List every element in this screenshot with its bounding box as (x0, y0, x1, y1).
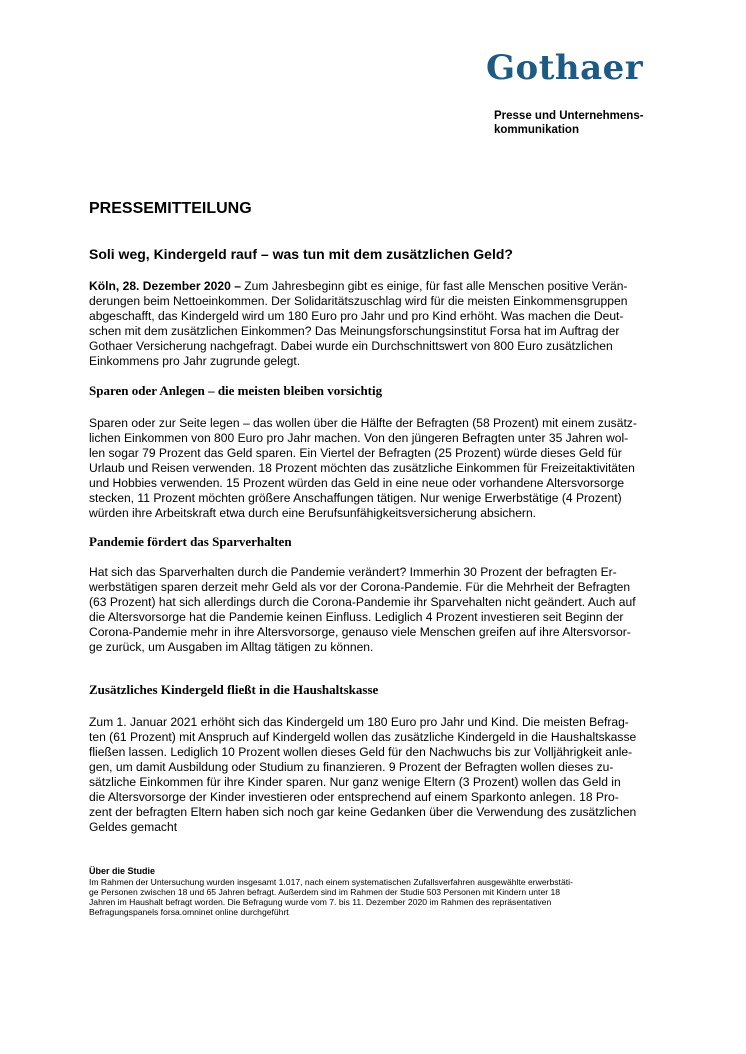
paragraph-line: werbstätigen sparen derzeit mehr Geld als vor der Corona-Pandemie. Für die Mehrheit der Befragten (89, 580, 631, 594)
dateline: Köln, 28. Dezember 2020 – (89, 279, 241, 293)
section-paragraph (89, 715, 659, 835)
paragraph-text: Zum Jahresbeginn gibt es einige, für fast alle Menschen positive Verän- (240, 279, 628, 293)
paragraph-line: Geldes gemacht (89, 820, 178, 834)
paragraph-line: schen mit dem zusätzlichen Einkommen? Das Meinungsforschungsinstitut Forsa hat im Auftrag der (89, 324, 620, 338)
intro-paragraph (89, 279, 659, 369)
paragraph-line: (63 Prozent) hat sich allerdings durch die Corona-Pandemie ihr Sparvehalten nicht geändert. Auch auf (89, 595, 636, 609)
department-line: kommunikation (494, 124, 579, 136)
press-headline: Soli weg, Kindergeld rauf – was tun mit dem zusätzlichen Geld? (89, 246, 513, 262)
paragraph-line: ge zurück, um Ausgaben im Alltag tätigen zu können. (89, 640, 374, 654)
paragraph-line: gen, um damit Ausbildung oder Studium zu finanzieren. 9 Prozent der Befragten wollen dieses zu- (89, 760, 614, 774)
section-heading: Sparen oder Anlegen – die meisten bleiben vorsichtig (89, 383, 383, 398)
study-note (89, 877, 669, 917)
paragraph-line: Corona-Pandemie mehr in ihre Altersvorsorge, genauso viele Menschen greifen auf ihre Altersvorsor- (89, 625, 631, 639)
study-line: ge Personen zwischen 18 und 65 Jahren befragt. Außerdem sind im Rahmen der Studie 503 Personen mit Kindern unter 18 (89, 887, 561, 897)
paragraph-line: und Hobbies verwenden. 15 Prozent würden das Geld in eine neue oder vorhandene Altersvorsorge (89, 476, 625, 490)
paragraph-line: derungen beim Nettoeinkommen. Der Solidaritätszuschlag wird für die meisten Einkommensgruppen (89, 294, 628, 308)
section-paragraph (89, 565, 659, 655)
paragraph-line: würden ihre Arbeitskraft etwa durch eine Berufsunfähigkeitsversicherung absichern. (89, 506, 537, 520)
paragraph-line: die Altersvorsorge der Kinder investieren oder entsprechend auf einem Sparkonto anlegen. 18 Pro- (89, 790, 619, 804)
paragraph-line: abgeschafft, das Kindergeld wird um 180 Euro pro Jahr und pro Kind erhöht. Was machen die Deut- (89, 309, 624, 323)
paragraph-line: ten (61 Prozent) mit Anspruch auf Kindergeld wollen das zusätzliche Kindergeld in die Haushaltskasse (89, 730, 637, 744)
study-heading: Über die Studie (89, 866, 156, 876)
paragraph-line: Zum 1. Januar 2021 erhöht sich das Kindergeld um 180 Euro pro Jahr und Kind. Die meisten Befrag- (89, 715, 629, 729)
gothaer-logo: Gothaer (486, 48, 644, 88)
paragraph-line: Hat sich das Sparverhalten durch die Pandemie verändert? Immerhin 30 Prozent der befragten Er- (89, 565, 617, 579)
paragraph-line (89, 279, 659, 294)
paragraph-line: fließen lassen. Lediglich 10 Prozent wollen dieses Geld für den Nachwuchs bis zur Volljährigkeit anle- (89, 745, 633, 759)
paragraph-line: Sparen oder zur Seite legen – das wollen über die Hälfte der Befragten (58 Prozent) mit einem zusätz- (89, 416, 637, 430)
department-line: Presse und Unternehmens- (494, 110, 644, 122)
section-paragraph (89, 416, 659, 521)
paragraph-line: Urlaub und Reisen verwenden. 18 Prozent möchten das zusätzliche Einkommen für Freizeitaktivitäten (89, 461, 635, 475)
paragraph-line: stecken, 11 Prozent möchten größere Anschaffungen tätigen. Nur wenige Erwerbstätige (4 Prozent) (89, 491, 622, 505)
paragraph-line: lichen Einkommen von 800 Euro pro Jahr machen. Von den jüngeren Befragten unter 35 Jahren wol- (89, 431, 629, 445)
paragraph-line: Einkommens pro Jahr zugrunde gelegt. (89, 354, 301, 368)
study-line: Befragungspanels forsa.omninet online durchgeführt (89, 907, 289, 917)
paragraph-line: zent der befragten Eltern haben sich noch gar keine Gedanken über die Verwendung des zusätzlichen (89, 805, 637, 819)
paragraph-line: len sogar 79 Prozent das Geld sparen. Ein Viertel der Befragten (25 Prozent) würde dieses Geld für (89, 446, 622, 460)
paragraph-line: sätzliche Einkommen für ihre Kinder sparen. Nur ganz wenige Eltern (3 Prozent) wollen das Geld in (89, 775, 621, 789)
paragraph-line: die Altersvorsorge hat die Pandemie keinen Einfluss. Lediglich 4 Prozent investieren seit Beginn der (89, 610, 624, 624)
paragraph-line: Gothaer Versicherung nachgefragt. Dabei wurde ein Durchschnittswert von 800 Euro zusätzlichen (89, 339, 613, 353)
department-label (494, 109, 694, 137)
document-type: PRESSEMITTEILUNG (89, 200, 252, 217)
section-heading: Zusätzliches Kindergeld fließt in die Haushaltskasse (89, 682, 379, 697)
study-line: Im Rahmen der Untersuchung wurden insgesamt 1.017, nach einem systematischen Zufallsverfahren ausgewählte erwerbstäti- (89, 877, 573, 887)
section-heading: Pandemie fördert das Sparverhalten (89, 534, 292, 549)
study-line: Jahren im Haushalt befragt worden. Die Befragung wurde vom 7. bis 11. Dezember 2020 im Rahmen des repräsentativen (89, 897, 552, 907)
